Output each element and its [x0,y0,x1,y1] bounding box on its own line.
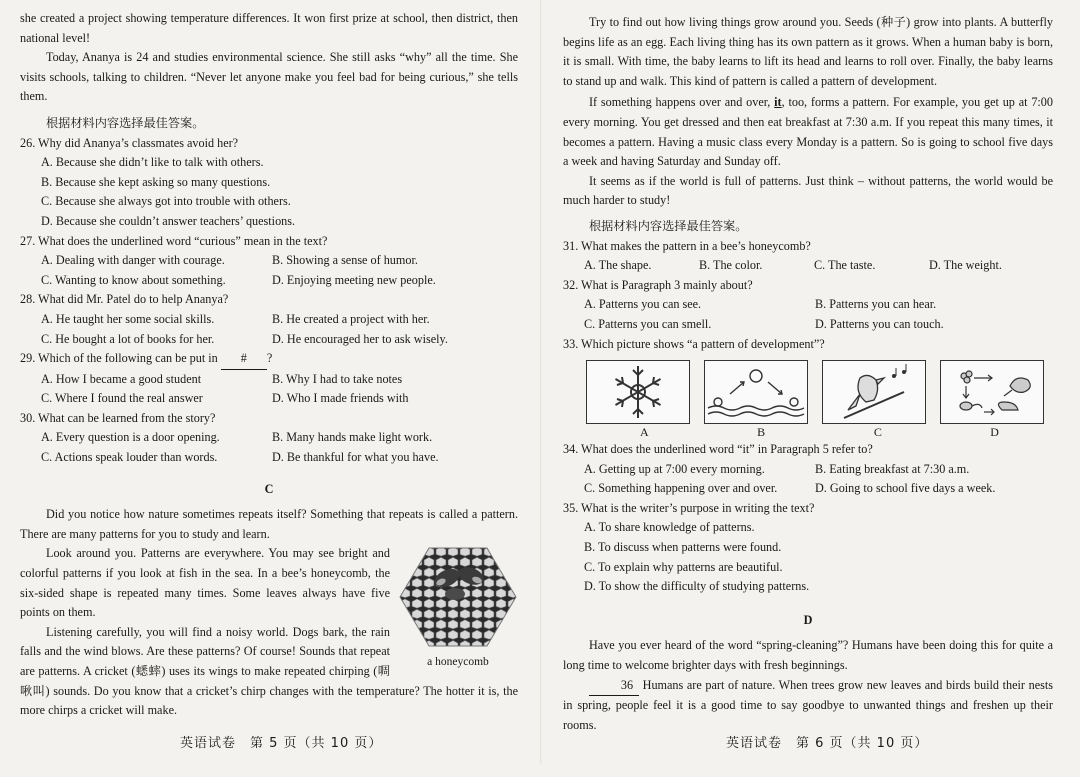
q35-option-a: A. To share knowledge of patterns. [584,520,755,535]
passage-c-paragraph-4: Try to find out how living things grow around you. Seeds (种子) grow into plants. A butterfly begins life as an egg. Each living thing has its own pattern as it grows. When a human baby is born, it is small. With time, the baby learns to lift its head and learns to roll over. Finally, the baby learns to stand up and walk. This kind of pattern is called a pattern of development. [563,15,1053,88]
q36-blank: 36 [589,676,639,697]
page-5-footer: 英语试卷 第 5 页（共 10 页） [180,736,383,751]
q27-option-c: C. Wanting to know about something. [41,272,226,287]
question-35: 35. What is the writer’s purpose in writing the text? [563,500,815,515]
q34-option-b: B. Eating breakfast at 7:30 a.m. [815,461,970,476]
q28-option-a: A. He taught her some social skills. [41,311,215,326]
question-32: 32. What is Paragraph 3 mainly about? [563,277,753,292]
q30-option-b: B. Many hands make light work. [272,430,433,445]
q27-option-b: B. Showing a sense of humor. [272,253,418,268]
passage-d-paragraph-1: Have you ever heard of the word “spring-cleaning”? Humans have been doing this for quite a long time to welcome brighter days with fresh beginnings. [563,638,1053,673]
q26-option-a: A. Because she didn’t like to talk with others. [41,155,264,170]
instruction: 根据材料内容选择最佳答案。 [46,115,205,130]
picture-a-snowflake [586,360,690,424]
q34-options-row1 [563,460,1053,480]
q32-options-row2 [563,315,1053,335]
q30-option-c: C. Actions speak louder than words. [41,450,218,465]
q26-option-c: C. Because she always got into trouble with others. [41,194,291,209]
underlined-it: it [774,95,782,110]
q31-option-b: B. The color. [699,258,763,273]
q31-option-d: D. The weight. [929,258,1002,273]
section-c-heading: C [264,481,274,496]
q34-options-row2 [563,479,1053,499]
q29-options-row2 [20,389,518,409]
q29-option-b: B. Why I had to take notes [272,371,403,386]
q32-option-b: B. Patterns you can hear. [815,297,937,312]
q28-option-b: B. He created a project with her. [272,311,430,326]
q31-option-a: A. The shape. [584,258,652,273]
q32-option-a: A. Patterns you can see. [584,297,702,312]
q30-option-a: A. Every question is a door opening. [41,430,220,445]
q30-option-d: D. Be thankful for what you have. [272,450,439,465]
q29-option-d: D. Who I made friends with [272,391,409,406]
q34-option-d: D. Going to school five days a week. [815,481,996,496]
q29-blank: # [221,349,267,370]
q26-option-b: B. Because she kept asking so many questions. [41,174,271,189]
passage-c-paragraph-3: Listening carefully, you will find a noisy world. Dogs bark, the rain falls and the wind blows. Are these patterns? Of course! Sounds that repeat are patterns. A cricket (蟋蟀) uses its wings to make repeated chirping (啁啾叫) sounds. Do you know that a cricket’s chirp changes with the temperature? The hotter it is, the more chirps a cricket will make. [20,624,518,718]
q31-options [563,256,1053,276]
passage-c-paragraph-1: Did you notice how nature sometimes repeats itself? Something that repeats is called a pattern. There are many patterns for you to study and learn. [20,507,518,541]
picture-b-sun-cycle [704,360,808,424]
q29-options-row1 [20,370,518,390]
q30-options-row1 [20,428,518,448]
passage-c-paragraph-6: It seems as if the world is full of patterns. Just think – without patterns, the world would be much harder to study! [563,173,1053,208]
passage-b-last-paragraph: Today, Ananya is 24 and studies environmental science. She still asks “why” all the time. She visits schools, talking to children. “Never let anyone make you feel bad for being curious,” she tells them. [20,50,518,104]
question-31: 31. What makes the pattern in a bee’s honeycomb? [563,238,811,253]
picture-label-d: D [990,425,999,440]
page-5 [20,9,518,773]
q32-option-d: D. Patterns you can touch. [815,316,944,331]
q28-options-row2 [20,330,518,350]
page-fold [540,0,542,764]
question-28: 28. What did Mr. Patel do to help Ananya? [20,292,229,307]
honeycomb-image [399,546,517,648]
honeycomb-figure [398,546,518,669]
question-33: 33. Which picture shows “a pattern of development”? [563,336,825,351]
q29-option-a: A. How I became a good student [41,371,202,386]
passage-c-paragraph-5: If something happens over and over, it, too, forms a pattern. For example, you get up at 7:00 every morning. You get dressed and then eat breakfast at 7:30 a.m. If you repeat this many times, it becomes a pattern. Having a music class every Monday is a pattern. So is going to school five days a week and having Saturday and Sunday off. [563,95,1053,169]
q27-option-d: D. Enjoying meeting new people. [272,272,436,287]
picture-label-a: A [640,425,649,440]
q28-options-row1 [20,310,518,330]
q27-options-row2 [20,271,518,291]
picture-label-c: C [873,425,882,440]
page-6 [563,13,1053,777]
q35-option-d: D. To show the difficulty of studying patterns. [584,579,810,594]
sun-cycle-icon [706,362,806,422]
q27-option-a: A. Dealing with danger with courage. [41,253,225,268]
q29-option-c: C. Where I found the real answer [41,391,203,406]
snowflake-icon [608,362,668,422]
instruction-right: 根据材料内容选择最佳答案。 [589,218,748,233]
bird-icon [824,362,924,422]
q31-option-c: C. The taste. [814,258,876,273]
q28-option-d: D. He encouraged her to ask wisely. [272,331,448,346]
question-27: 27. What does the underlined word “curious” mean in the text? [20,233,328,248]
section-d-heading: D [803,612,813,627]
q34-option-a: A. Getting up at 7:00 every morning. [584,461,765,476]
picture-label-b: B [757,425,766,440]
question-34: 34. What does the underlined word “it” in Paragraph 5 refer to? [563,442,873,457]
passage-c-paragraph-2: Look around you. Patterns are everywhere. You may see bright and colorful patterns if you look at fish in the sea. In a bee’s honeycomb, the six-sided shape is repeated many times. Some leaves always have five points on them. [20,546,390,620]
picture-c-bird-singing [822,360,926,424]
frog-life-cycle-icon [942,362,1042,422]
q30-options-row2 [20,448,518,468]
passage-b-ending: she created a project showing temperature differences. It won first prize at school, then district, then national level! [20,11,518,45]
q32-options-row1 [563,295,1053,315]
question-29: 29. Which of the following can be put in # ? [20,349,518,370]
q32-option-c: C. Patterns you can smell. [584,316,712,331]
q33-picture-labels [586,424,1053,440]
q34-option-c: C. Something happening over and over. [584,481,778,496]
question-30: 30. What can be learned from the story? [20,410,216,425]
q26-option-d: D. Because she couldn’t answer teachers’ questions. [41,213,296,228]
passage-d-paragraph-2: 36 Humans are part of nature. When trees grow new leaves and birds build their nests in spring, people feel it is a good time to say goodbye to unwanted things and freshen up their rooms. [563,677,1053,732]
q35-option-b: B. To discuss when patterns were found. [584,540,782,555]
question-26: 26. Why did Ananya’s classmates avoid her? [20,135,239,150]
page-6-footer: 英语试卷 第 6 页（共 10 页） [726,736,929,751]
q35-option-c: C. To explain why patterns are beautiful. [584,559,783,574]
picture-d-frog-life-cycle [940,360,1044,424]
q28-option-c: C. He bought a lot of books for her. [41,331,215,346]
honeycomb-caption: a honeycomb [427,656,489,669]
q27-options-row1 [20,251,518,271]
q33-pictures [586,360,1053,424]
